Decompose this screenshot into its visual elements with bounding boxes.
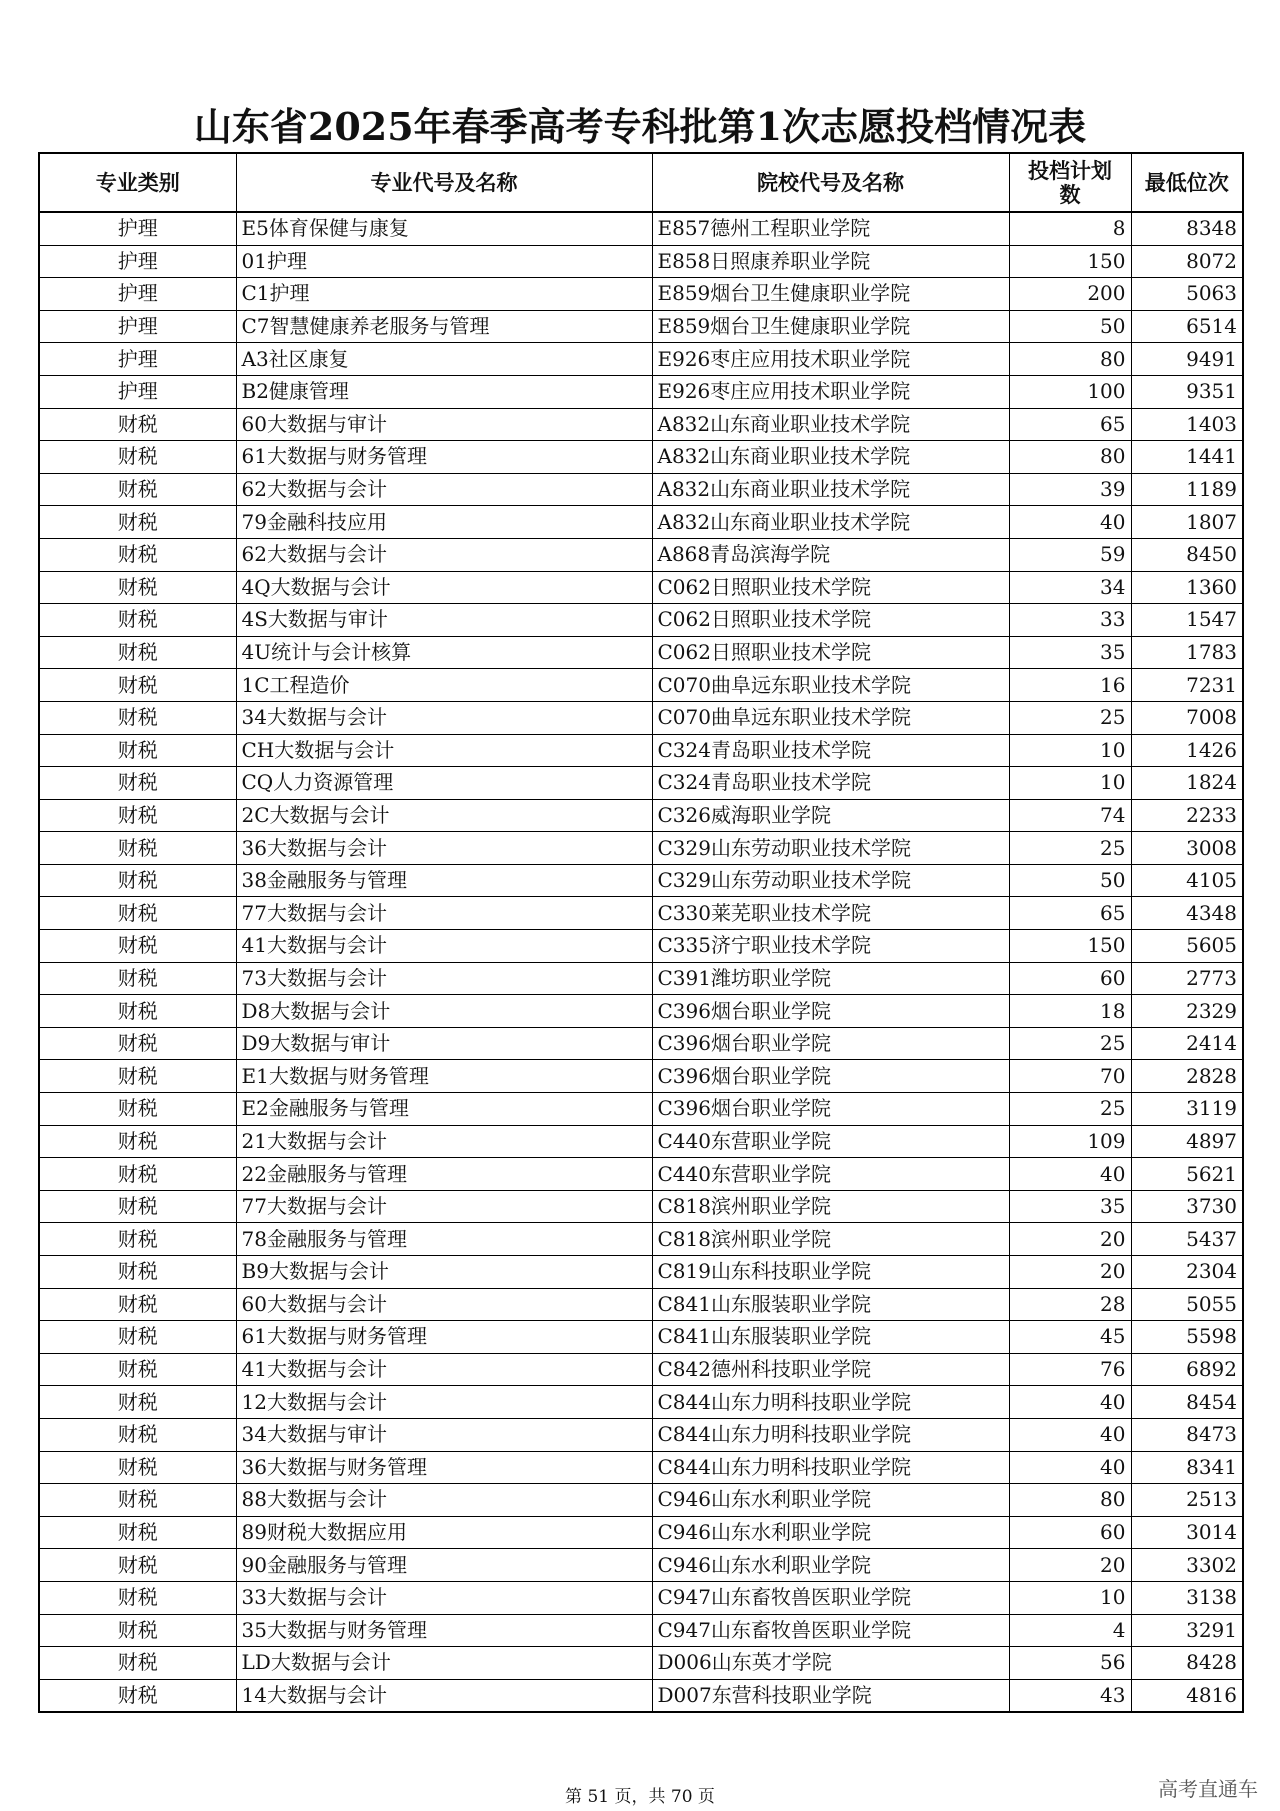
- table-row: [39, 310, 1243, 343]
- cell-rank: 8072: [1131, 245, 1243, 278]
- cell-category: 财税: [39, 962, 236, 995]
- cell-plan: 33: [1009, 604, 1131, 637]
- cell-rank: 8450: [1131, 538, 1243, 571]
- cell-rank: 7008: [1131, 701, 1243, 734]
- table-row: [39, 1353, 1243, 1386]
- table-row: [39, 1093, 1243, 1126]
- table-row: [39, 897, 1243, 930]
- cell-rank: 3008: [1131, 832, 1243, 865]
- cell-school: A832山东商业职业技术学院: [652, 506, 1009, 539]
- table-row: [39, 473, 1243, 506]
- cell-rank: 4816: [1131, 1679, 1243, 1712]
- cell-category: 财税: [39, 1484, 236, 1517]
- cell-rank: 3138: [1131, 1581, 1243, 1614]
- cell-school: C396烟台职业学院: [652, 1093, 1009, 1126]
- cell-rank: 5621: [1131, 1158, 1243, 1191]
- cell-school: C396烟台职业学院: [652, 1060, 1009, 1093]
- cell-rank: 6514: [1131, 310, 1243, 343]
- cell-school: C844山东力明科技职业学院: [652, 1451, 1009, 1484]
- cell-plan: 10: [1009, 1581, 1131, 1614]
- cell-school: C844山东力明科技职业学院: [652, 1386, 1009, 1419]
- header-rank: 最低位次: [1131, 153, 1243, 212]
- cell-major: 60大数据与会计: [236, 1288, 652, 1321]
- cell-plan: 60: [1009, 962, 1131, 995]
- table-row: [39, 1418, 1243, 1451]
- cell-plan: 39: [1009, 473, 1131, 506]
- cell-rank: 1403: [1131, 408, 1243, 441]
- cell-plan: 100: [1009, 375, 1131, 408]
- cell-rank: 2414: [1131, 1027, 1243, 1060]
- cell-rank: 1807: [1131, 506, 1243, 539]
- cell-rank: 8341: [1131, 1451, 1243, 1484]
- cell-rank: 2828: [1131, 1060, 1243, 1093]
- header-plan: 投档计划数: [1009, 153, 1131, 212]
- table-row: [39, 1386, 1243, 1419]
- cell-plan: 65: [1009, 408, 1131, 441]
- cell-major: 22金融服务与管理: [236, 1158, 652, 1191]
- cell-major: E2金融服务与管理: [236, 1093, 652, 1126]
- cell-plan: 50: [1009, 864, 1131, 897]
- cell-school: A832山东商业职业技术学院: [652, 408, 1009, 441]
- cell-category: 财税: [39, 1125, 236, 1158]
- cell-major: 62大数据与会计: [236, 538, 652, 571]
- table-row: [39, 701, 1243, 734]
- cell-category: 财税: [39, 1093, 236, 1126]
- cell-major: 77大数据与会计: [236, 1190, 652, 1223]
- cell-plan: 76: [1009, 1353, 1131, 1386]
- cell-plan: 150: [1009, 245, 1131, 278]
- cell-school: E858日照康养职业学院: [652, 245, 1009, 278]
- cell-category: 财税: [39, 1353, 236, 1386]
- cell-school: C946山东水利职业学院: [652, 1516, 1009, 1549]
- cell-plan: 200: [1009, 278, 1131, 311]
- cell-school: C841山东服装职业学院: [652, 1288, 1009, 1321]
- cell-category: 财税: [39, 1158, 236, 1191]
- cell-rank: 1824: [1131, 767, 1243, 800]
- table-row: [39, 375, 1243, 408]
- cell-school: C440东营职业学院: [652, 1158, 1009, 1191]
- cell-rank: 8348: [1131, 212, 1243, 245]
- cell-plan: 150: [1009, 930, 1131, 963]
- table-row: [39, 278, 1243, 311]
- cell-plan: 43: [1009, 1679, 1131, 1712]
- cell-rank: 3014: [1131, 1516, 1243, 1549]
- cell-major: 36大数据与财务管理: [236, 1451, 652, 1484]
- cell-rank: 7231: [1131, 669, 1243, 702]
- cell-school: C947山东畜牧兽医职业学院: [652, 1581, 1009, 1614]
- cell-school: C396烟台职业学院: [652, 1027, 1009, 1060]
- cell-school: C842德州科技职业学院: [652, 1353, 1009, 1386]
- cell-category: 财税: [39, 897, 236, 930]
- table-row: [39, 1125, 1243, 1158]
- cell-rank: 5605: [1131, 930, 1243, 963]
- cell-category: 财税: [39, 1647, 236, 1680]
- table-row: [39, 1614, 1243, 1647]
- cell-rank: 2513: [1131, 1484, 1243, 1517]
- cell-school: C396烟台职业学院: [652, 995, 1009, 1028]
- cell-major: 41大数据与会计: [236, 1353, 652, 1386]
- cell-category: 财税: [39, 1679, 236, 1712]
- table-row: [39, 864, 1243, 897]
- cell-rank: 9351: [1131, 375, 1243, 408]
- cell-rank: 2233: [1131, 799, 1243, 832]
- cell-rank: 3302: [1131, 1549, 1243, 1582]
- table-row: [39, 1581, 1243, 1614]
- cell-category: 财税: [39, 538, 236, 571]
- table-row: [39, 1190, 1243, 1223]
- cell-plan: 20: [1009, 1223, 1131, 1256]
- cell-rank: 2773: [1131, 962, 1243, 995]
- table-row: [39, 1158, 1243, 1191]
- cell-rank: 5063: [1131, 278, 1243, 311]
- cell-major: 41大数据与会计: [236, 930, 652, 963]
- cell-plan: 40: [1009, 1158, 1131, 1191]
- cell-school: C946山东水利职业学院: [652, 1549, 1009, 1582]
- cell-school: C324青岛职业技术学院: [652, 767, 1009, 800]
- table-row: [39, 571, 1243, 604]
- cell-category: 财税: [39, 701, 236, 734]
- table-row: [39, 604, 1243, 637]
- table-row: [39, 245, 1243, 278]
- cell-plan: 10: [1009, 767, 1131, 800]
- cell-category: 护理: [39, 245, 236, 278]
- table-row: [39, 1451, 1243, 1484]
- cell-school: C062日照职业技术学院: [652, 571, 1009, 604]
- cell-major: 61大数据与财务管理: [236, 441, 652, 474]
- cell-rank: 6892: [1131, 1353, 1243, 1386]
- cell-school: E857德州工程职业学院: [652, 212, 1009, 245]
- cell-school: C335济宁职业技术学院: [652, 930, 1009, 963]
- cell-major: B2健康管理: [236, 375, 652, 408]
- cell-category: 财税: [39, 864, 236, 897]
- cell-plan: 70: [1009, 1060, 1131, 1093]
- cell-school: C818滨州职业学院: [652, 1223, 1009, 1256]
- cell-category: 财税: [39, 1516, 236, 1549]
- cell-rank: 5598: [1131, 1321, 1243, 1354]
- cell-major: 79金融科技应用: [236, 506, 652, 539]
- cell-plan: 25: [1009, 1093, 1131, 1126]
- cell-major: 35大数据与财务管理: [236, 1614, 652, 1647]
- cell-plan: 80: [1009, 1484, 1131, 1517]
- cell-rank: 1547: [1131, 604, 1243, 637]
- cell-category: 财税: [39, 767, 236, 800]
- cell-category: 财税: [39, 636, 236, 669]
- table-row: [39, 1516, 1243, 1549]
- cell-category: 财税: [39, 441, 236, 474]
- cell-school: C841山东服装职业学院: [652, 1321, 1009, 1354]
- cell-category: 护理: [39, 212, 236, 245]
- cell-category: 财税: [39, 1027, 236, 1060]
- cell-category: 护理: [39, 310, 236, 343]
- table-row: [39, 343, 1243, 376]
- cell-major: 60大数据与审计: [236, 408, 652, 441]
- cell-school: C070曲阜远东职业技术学院: [652, 669, 1009, 702]
- cell-major: 14大数据与会计: [236, 1679, 652, 1712]
- table-row: [39, 832, 1243, 865]
- table-row: [39, 408, 1243, 441]
- cell-category: 财税: [39, 799, 236, 832]
- cell-major: 77大数据与会计: [236, 897, 652, 930]
- table-row: [39, 538, 1243, 571]
- cell-school: C818滨州职业学院: [652, 1190, 1009, 1223]
- table-row: [39, 506, 1243, 539]
- cell-major: 78金融服务与管理: [236, 1223, 652, 1256]
- cell-plan: 109: [1009, 1125, 1131, 1158]
- table-row: [39, 1679, 1243, 1712]
- table-row: [39, 995, 1243, 1028]
- header-school: 院校代号及名称: [652, 153, 1009, 212]
- cell-school: C324青岛职业技术学院: [652, 734, 1009, 767]
- cell-category: 财税: [39, 734, 236, 767]
- cell-category: 财税: [39, 473, 236, 506]
- cell-major: 1C工程造价: [236, 669, 652, 702]
- cell-rank: 4105: [1131, 864, 1243, 897]
- cell-category: 财税: [39, 1614, 236, 1647]
- cell-plan: 8: [1009, 212, 1131, 245]
- cell-plan: 40: [1009, 1386, 1131, 1419]
- cell-rank: 1783: [1131, 636, 1243, 669]
- cell-major: E5体育保健与康复: [236, 212, 652, 245]
- table-row: [39, 1321, 1243, 1354]
- header-category: 专业类别: [39, 153, 236, 212]
- cell-plan: 59: [1009, 538, 1131, 571]
- cell-plan: 25: [1009, 701, 1131, 734]
- cell-rank: 2329: [1131, 995, 1243, 1028]
- cell-plan: 20: [1009, 1256, 1131, 1289]
- cell-school: A832山东商业职业技术学院: [652, 473, 1009, 506]
- cell-category: 财税: [39, 1190, 236, 1223]
- page-title: 山东省2025年春季高考专科批第1次志愿投档情况表: [193, 104, 1087, 149]
- cell-major: 88大数据与会计: [236, 1484, 652, 1517]
- cell-category: 财税: [39, 1581, 236, 1614]
- watermark: 高考直通车: [1158, 1777, 1258, 1801]
- cell-category: 财税: [39, 408, 236, 441]
- cell-plan: 10: [1009, 734, 1131, 767]
- cell-school: C844山东力明科技职业学院: [652, 1418, 1009, 1451]
- table-row: [39, 930, 1243, 963]
- cell-category: 财税: [39, 1223, 236, 1256]
- cell-category: 护理: [39, 375, 236, 408]
- cell-major: C1护理: [236, 278, 652, 311]
- table-row: [39, 441, 1243, 474]
- cell-plan: 74: [1009, 799, 1131, 832]
- cell-category: 护理: [39, 278, 236, 311]
- cell-plan: 28: [1009, 1288, 1131, 1321]
- table-row: [39, 1256, 1243, 1289]
- cell-plan: 65: [1009, 897, 1131, 930]
- cell-major: 89财税大数据应用: [236, 1516, 652, 1549]
- cell-category: 财税: [39, 1386, 236, 1419]
- cell-plan: 60: [1009, 1516, 1131, 1549]
- cell-major: 2C大数据与会计: [236, 799, 652, 832]
- cell-major: 01护理: [236, 245, 652, 278]
- cell-rank: 8473: [1131, 1418, 1243, 1451]
- cell-major: 73大数据与会计: [236, 962, 652, 995]
- table-row: [39, 1647, 1243, 1680]
- table-row: [39, 1223, 1243, 1256]
- cell-major: A3社区康复: [236, 343, 652, 376]
- cell-plan: 56: [1009, 1647, 1131, 1680]
- cell-category: 财税: [39, 506, 236, 539]
- cell-category: 财税: [39, 669, 236, 702]
- table-body: [39, 212, 1243, 1712]
- cell-category: 财税: [39, 1418, 236, 1451]
- cell-category: 护理: [39, 343, 236, 376]
- cell-rank: 9491: [1131, 343, 1243, 376]
- table-row: [39, 1288, 1243, 1321]
- table-row: [39, 1060, 1243, 1093]
- cell-category: 财税: [39, 1321, 236, 1354]
- cell-school: C329山东劳动职业技术学院: [652, 864, 1009, 897]
- cell-plan: 40: [1009, 1451, 1131, 1484]
- cell-rank: 3291: [1131, 1614, 1243, 1647]
- cell-school: C819山东科技职业学院: [652, 1256, 1009, 1289]
- cell-major: 61大数据与财务管理: [236, 1321, 652, 1354]
- cell-plan: 35: [1009, 636, 1131, 669]
- cell-category: 财税: [39, 1451, 236, 1484]
- cell-plan: 40: [1009, 506, 1131, 539]
- cell-major: 4U统计与会计核算: [236, 636, 652, 669]
- table-row: [39, 1549, 1243, 1582]
- table-row: [39, 767, 1243, 800]
- cell-major: 34大数据与会计: [236, 701, 652, 734]
- cell-school: C947山东畜牧兽医职业学院: [652, 1614, 1009, 1647]
- cell-school: E859烟台卫生健康职业学院: [652, 310, 1009, 343]
- cell-major: 4Q大数据与会计: [236, 571, 652, 604]
- cell-rank: 1441: [1131, 441, 1243, 474]
- cell-category: 财税: [39, 832, 236, 865]
- table-row: [39, 669, 1243, 702]
- cell-rank: 5437: [1131, 1223, 1243, 1256]
- cell-major: C7智慧健康养老服务与管理: [236, 310, 652, 343]
- cell-rank: 1360: [1131, 571, 1243, 604]
- cell-school: C062日照职业技术学院: [652, 636, 1009, 669]
- cell-school: C062日照职业技术学院: [652, 604, 1009, 637]
- cell-rank: 1189: [1131, 473, 1243, 506]
- cell-major: LD大数据与会计: [236, 1647, 652, 1680]
- cell-rank: 4348: [1131, 897, 1243, 930]
- cell-rank: 5055: [1131, 1288, 1243, 1321]
- cell-plan: 45: [1009, 1321, 1131, 1354]
- cell-major: CQ人力资源管理: [236, 767, 652, 800]
- cell-major: CH大数据与会计: [236, 734, 652, 767]
- cell-school: C326威海职业学院: [652, 799, 1009, 832]
- cell-rank: 4897: [1131, 1125, 1243, 1158]
- cell-major: 33大数据与会计: [236, 1581, 652, 1614]
- cell-rank: 8454: [1131, 1386, 1243, 1419]
- admission-table: [38, 152, 1244, 1713]
- table-row: [39, 212, 1243, 245]
- cell-school: C070曲阜远东职业技术学院: [652, 701, 1009, 734]
- cell-major: D9大数据与审计: [236, 1027, 652, 1060]
- table-header-row: [39, 153, 1243, 212]
- cell-plan: 25: [1009, 1027, 1131, 1060]
- cell-category: 财税: [39, 995, 236, 1028]
- cell-school: C440东营职业学院: [652, 1125, 1009, 1158]
- cell-plan: 20: [1009, 1549, 1131, 1582]
- cell-rank: 2304: [1131, 1256, 1243, 1289]
- cell-plan: 50: [1009, 310, 1131, 343]
- cell-plan: 18: [1009, 995, 1131, 1028]
- table-row: [39, 734, 1243, 767]
- cell-school: C329山东劳动职业技术学院: [652, 832, 1009, 865]
- cell-rank: 1426: [1131, 734, 1243, 767]
- cell-school: E859烟台卫生健康职业学院: [652, 278, 1009, 311]
- cell-school: C391潍坊职业学院: [652, 962, 1009, 995]
- cell-major: 36大数据与会计: [236, 832, 652, 865]
- cell-rank: 3730: [1131, 1190, 1243, 1223]
- cell-major: B9大数据与会计: [236, 1256, 652, 1289]
- cell-category: 财税: [39, 1256, 236, 1289]
- cell-category: 财税: [39, 1060, 236, 1093]
- cell-plan: 40: [1009, 1418, 1131, 1451]
- table-row: [39, 1484, 1243, 1517]
- cell-school: D007东营科技职业学院: [652, 1679, 1009, 1712]
- cell-plan: 25: [1009, 832, 1131, 865]
- cell-major: E1大数据与财务管理: [236, 1060, 652, 1093]
- cell-category: 财税: [39, 604, 236, 637]
- cell-school: E926枣庄应用技术职业学院: [652, 343, 1009, 376]
- cell-plan: 80: [1009, 441, 1131, 474]
- cell-rank: 8428: [1131, 1647, 1243, 1680]
- cell-school: E926枣庄应用技术职业学院: [652, 375, 1009, 408]
- table-row: [39, 962, 1243, 995]
- cell-major: 12大数据与会计: [236, 1386, 652, 1419]
- cell-major: 90金融服务与管理: [236, 1549, 652, 1582]
- cell-major: 21大数据与会计: [236, 1125, 652, 1158]
- cell-category: 财税: [39, 1549, 236, 1582]
- cell-school: A832山东商业职业技术学院: [652, 441, 1009, 474]
- cell-plan: 35: [1009, 1190, 1131, 1223]
- cell-category: 财税: [39, 571, 236, 604]
- cell-major: 34大数据与审计: [236, 1418, 652, 1451]
- cell-category: 财税: [39, 930, 236, 963]
- table-row: [39, 799, 1243, 832]
- cell-plan: 16: [1009, 669, 1131, 702]
- cell-plan: 4: [1009, 1614, 1131, 1647]
- cell-school: D006山东英才学院: [652, 1647, 1009, 1680]
- cell-school: C330莱芜职业技术学院: [652, 897, 1009, 930]
- cell-major: 38金融服务与管理: [236, 864, 652, 897]
- cell-plan: 34: [1009, 571, 1131, 604]
- cell-major: D8大数据与会计: [236, 995, 652, 1028]
- page-number: 第 51 页，共 70 页: [565, 1787, 715, 1807]
- table-row: [39, 1027, 1243, 1060]
- cell-major: 4S大数据与审计: [236, 604, 652, 637]
- header-major: 专业代号及名称: [236, 153, 652, 212]
- cell-category: 财税: [39, 1288, 236, 1321]
- cell-plan: 80: [1009, 343, 1131, 376]
- cell-school: C946山东水利职业学院: [652, 1484, 1009, 1517]
- cell-rank: 3119: [1131, 1093, 1243, 1126]
- table-row: [39, 636, 1243, 669]
- cell-major: 62大数据与会计: [236, 473, 652, 506]
- cell-school: A868青岛滨海学院: [652, 538, 1009, 571]
